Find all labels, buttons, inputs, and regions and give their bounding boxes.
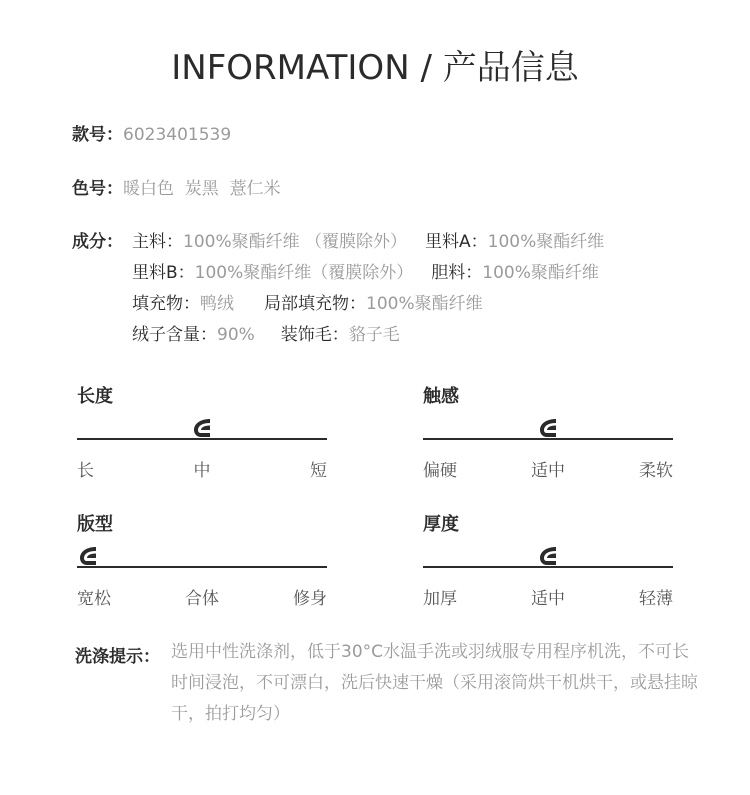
scale-line: [77, 566, 327, 568]
composition-label: [72, 227, 123, 252]
composition-line-2: [132, 258, 599, 283]
scale-tick-left: 偏硬: [423, 461, 457, 481]
comp-value: 90%: [217, 325, 255, 345]
comp-value: 貉子毛: [348, 325, 400, 345]
comp-key: 主料：: [132, 232, 183, 252]
comp-value: 鸭绒: [200, 294, 234, 314]
comp-value: 100%聚酯纤维: [366, 294, 483, 314]
composition-label-text: 成分：: [72, 232, 123, 252]
scale-title: 版型: [77, 514, 113, 535]
comp-value: 100%聚酯纤维: [482, 263, 599, 283]
model-row: [72, 120, 231, 145]
comp-value: 100%聚酯纤维 （覆膜除外）: [183, 232, 408, 252]
scale-title: 厚度: [423, 514, 459, 535]
scale-tick-middle: 适中: [531, 589, 565, 609]
wash-text: 选用中性洗涤剂，低于30°C水温手洗或羽绒服专用程序机洗，不可长时间浸泡，不可漂白，洗后快速干燥（采用滚筒烘干机烘干，或悬挂晾干，拍打均匀）: [171, 642, 698, 724]
comp-value: 100%聚酯纤维: [487, 232, 605, 252]
wash-label: 洗涤提示：: [75, 647, 160, 667]
comp-key: 局部填充物：: [264, 294, 366, 314]
scale-tick-right: 修身: [293, 589, 327, 609]
scale-tick-right: 柔软: [639, 461, 673, 481]
leaf-arrow-icon: [537, 417, 559, 439]
scale-tick-right: 短: [310, 461, 327, 481]
comp-key: 装饰毛：: [280, 325, 349, 345]
scale-tick-right: 轻薄: [639, 589, 673, 609]
page-title: INFORMATION / 产品信息: [171, 48, 579, 88]
thickness-scale: [423, 510, 673, 620]
scale-title: 触感: [423, 386, 459, 407]
scale-tick-left: 长: [77, 461, 94, 481]
composition-line-1: [132, 227, 604, 252]
comp-key: 里料A：: [425, 232, 488, 252]
composition-line-4: [132, 320, 400, 345]
comp-value: 100%聚酯纤维（覆膜除外）: [194, 263, 414, 283]
scale-tick-left: 加厚: [423, 589, 457, 609]
leaf-arrow-icon: [191, 417, 213, 439]
scale-title: 长度: [77, 386, 113, 407]
scale-tick-left: 宽松: [77, 589, 111, 609]
leaf-arrow-icon: [77, 545, 99, 567]
comp-key: 绒子含量：: [132, 325, 217, 345]
comp-key: 里料B：: [132, 263, 195, 283]
model-value: 6023401539: [123, 125, 232, 145]
color-row: [72, 174, 281, 199]
scale-tick-middle: 合体: [185, 589, 219, 609]
leaf-arrow-icon: [537, 545, 559, 567]
model-label: 款号：: [72, 125, 123, 145]
color-label: 色号：: [72, 179, 123, 199]
color-value: 暖白色 炭黑 薏仁米: [123, 179, 281, 199]
fit-scale: [77, 510, 327, 620]
touch-scale: [423, 382, 673, 492]
composition-line-3: [132, 289, 483, 314]
scale-tick-middle: 中: [193, 461, 211, 481]
length-scale: [77, 382, 327, 492]
comp-key: 胆料：: [431, 263, 483, 283]
scale-tick-middle: 适中: [531, 461, 565, 481]
comp-key: 填充物：: [132, 294, 200, 314]
